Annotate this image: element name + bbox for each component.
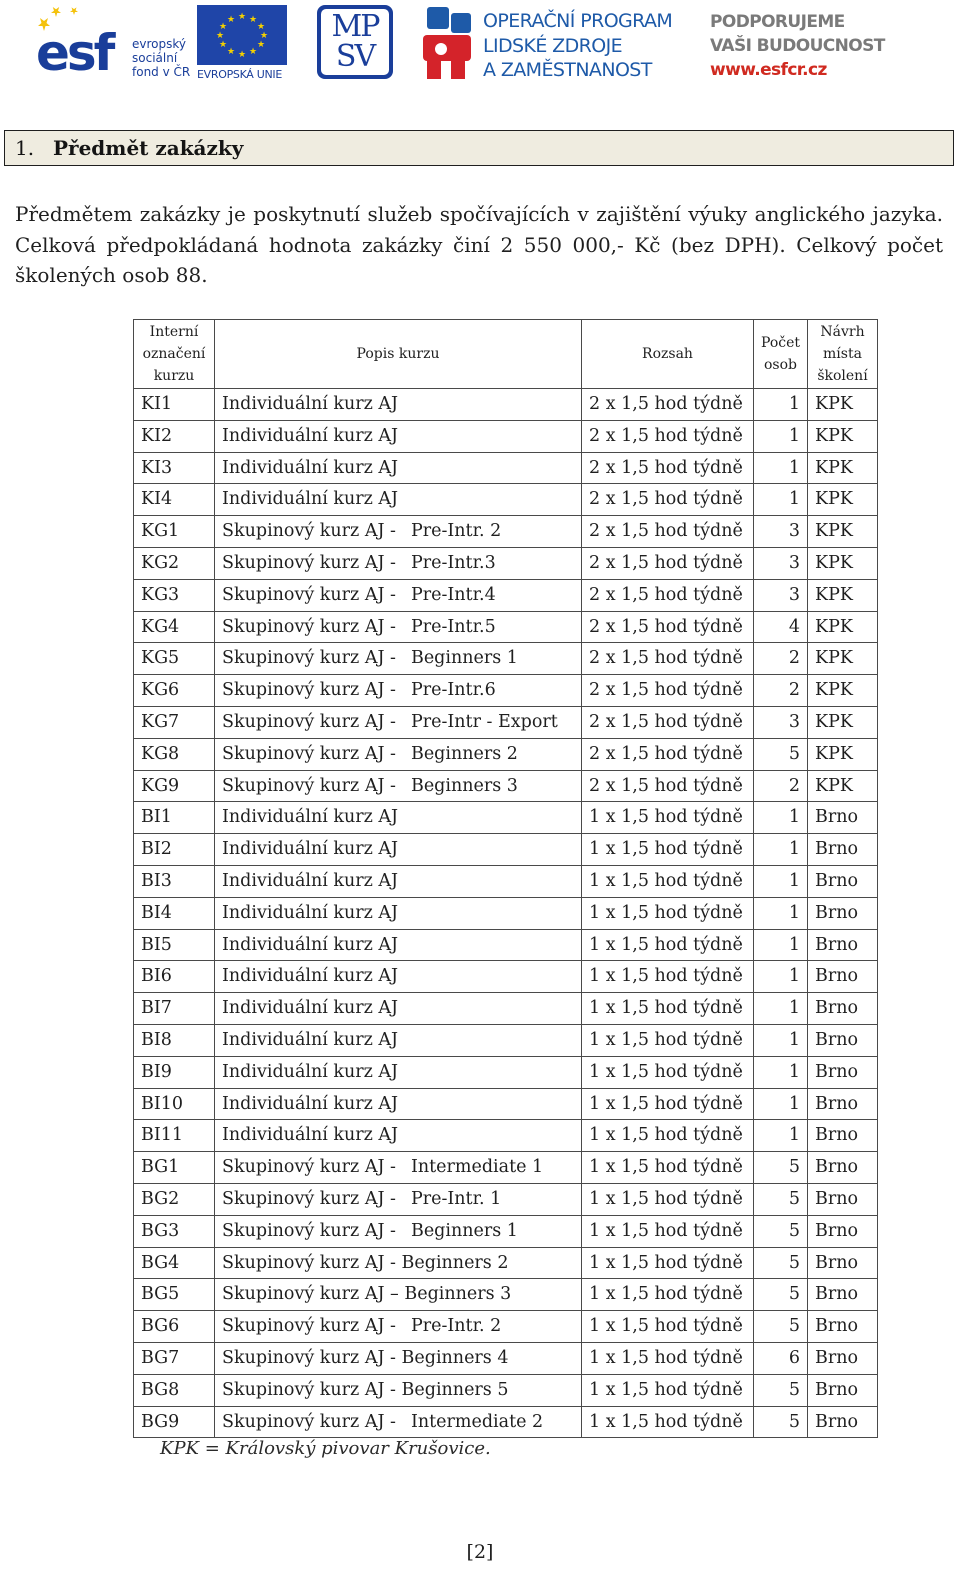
cell-count: 1	[754, 389, 808, 421]
cell-id: BI11	[134, 1120, 215, 1152]
cell-id: BI10	[134, 1088, 215, 1120]
cell-scope: 1 x 1,5 hod týdně	[582, 1311, 754, 1343]
cell-scope: 2 x 1,5 hod týdně	[582, 389, 754, 421]
cell-description	[215, 1311, 582, 1343]
course-type: Skupinový kurz AJ -	[222, 1188, 396, 1209]
svg-text:★: ★	[218, 40, 228, 50]
cell-description	[215, 1406, 582, 1438]
table-row	[134, 1406, 878, 1438]
cell-description	[215, 452, 582, 484]
header-scope: Rozsah	[582, 320, 754, 389]
cell-scope: 1 x 1,5 hod týdně	[582, 1120, 754, 1152]
header-place: Návrh místa školení	[808, 320, 878, 389]
svg-text:★: ★	[226, 47, 236, 57]
course-type: Skupinový kurz AJ -	[222, 680, 396, 701]
course-type: Individuální kurz AJ	[222, 1029, 399, 1050]
course-type: Individuální kurz AJ	[222, 457, 399, 478]
cell-description	[215, 1120, 582, 1152]
cell-count: 1	[754, 420, 808, 452]
cell-scope: 1 x 1,5 hod týdně	[582, 929, 754, 961]
table-row	[134, 929, 878, 961]
cell-place: Brno	[808, 1056, 878, 1088]
cell-id: BI4	[134, 897, 215, 929]
header-description: Popis kurzu	[215, 320, 582, 389]
course-type: Individuální kurz AJ	[222, 998, 399, 1019]
cell-description	[215, 802, 582, 834]
cell-scope: 2 x 1,5 hod týdně	[582, 675, 754, 707]
cell-place: Brno	[808, 1183, 878, 1215]
cell-description	[215, 516, 582, 548]
cell-scope: 2 x 1,5 hod týdně	[582, 611, 754, 643]
course-level: Pre-Intr. 1	[410, 1188, 502, 1209]
cell-place: Brno	[808, 1342, 878, 1374]
table-row	[134, 1342, 878, 1374]
svg-text:★: ★	[256, 22, 266, 32]
cell-scope: 2 x 1,5 hod týdně	[582, 484, 754, 516]
svg-text:★: ★	[259, 31, 269, 41]
cell-description	[215, 484, 582, 516]
cell-count: 3	[754, 516, 808, 548]
course-level: Pre-Intr.6	[410, 680, 496, 701]
cell-scope: 1 x 1,5 hod týdně	[582, 1056, 754, 1088]
cell-count: 5	[754, 1247, 808, 1279]
table-row	[134, 1152, 878, 1184]
course-type: Skupinový kurz AJ -	[222, 743, 396, 764]
esf-wordmark: esf	[36, 24, 113, 82]
cell-scope: 2 x 1,5 hod týdně	[582, 452, 754, 484]
table-row	[134, 1215, 878, 1247]
cell-place: Brno	[808, 1120, 878, 1152]
cell-id: BI5	[134, 929, 215, 961]
course-type: Skupinový kurz AJ -	[222, 648, 396, 669]
cell-count: 3	[754, 579, 808, 611]
cell-count: 1	[754, 834, 808, 866]
cell-count: 5	[754, 1183, 808, 1215]
cell-id: KG2	[134, 547, 215, 579]
course-type: Individuální kurz AJ	[222, 902, 399, 923]
cell-scope: 1 x 1,5 hod týdně	[582, 897, 754, 929]
table-row	[134, 961, 878, 993]
cell-description	[215, 1374, 582, 1406]
cell-id: KG4	[134, 611, 215, 643]
course-level: Beginners 1	[410, 648, 518, 669]
cell-id: BI9	[134, 1056, 215, 1088]
cell-count: 5	[754, 1152, 808, 1184]
cell-id: KG9	[134, 770, 215, 802]
table-row	[134, 420, 878, 452]
table-row	[134, 516, 878, 548]
esf-subtitle: evropský sociální fond v ČR	[132, 37, 191, 79]
svg-text:★: ★	[226, 15, 236, 25]
cell-scope: 1 x 1,5 hod týdně	[582, 1247, 754, 1279]
oplzz-figure-icon	[421, 5, 477, 81]
cell-description	[215, 770, 582, 802]
table-row	[134, 452, 878, 484]
cell-description	[215, 579, 582, 611]
course-type: Individuální kurz AJ	[222, 966, 399, 987]
course-level: Beginners 2	[410, 743, 518, 764]
course-type: Skupinový kurz AJ - Beginners 4	[222, 1347, 509, 1368]
cell-description	[215, 1152, 582, 1184]
cell-description	[215, 865, 582, 897]
cell-scope: 2 x 1,5 hod týdně	[582, 738, 754, 770]
cell-description	[215, 1024, 582, 1056]
eu-label: EVROPSKÁ UNIE	[197, 68, 283, 81]
cell-scope: 2 x 1,5 hod týdně	[582, 706, 754, 738]
cell-id: BG8	[134, 1374, 215, 1406]
header-count: Počet osob	[754, 320, 808, 389]
course-type: Skupinový kurz AJ - Beginners 5	[222, 1379, 509, 1400]
cell-id: BI8	[134, 1024, 215, 1056]
cell-description	[215, 611, 582, 643]
cell-id: KG5	[134, 643, 215, 675]
course-level: Beginners 3	[410, 775, 518, 796]
cell-place: KPK	[808, 706, 878, 738]
cell-count: 5	[754, 1215, 808, 1247]
table-row	[134, 484, 878, 516]
cell-place: KPK	[808, 611, 878, 643]
svg-text:★: ★	[218, 22, 228, 32]
cell-scope: 2 x 1,5 hod týdně	[582, 516, 754, 548]
course-type: Skupinový kurz AJ -	[222, 1157, 396, 1178]
course-level: Intermediate 2	[410, 1411, 544, 1432]
cell-scope: 2 x 1,5 hod týdně	[582, 547, 754, 579]
cell-count: 1	[754, 961, 808, 993]
course-level: Pre-Intr.4	[410, 584, 496, 605]
cell-id: KI4	[134, 484, 215, 516]
table-header-row	[134, 320, 878, 389]
table-row	[134, 1120, 878, 1152]
table-row	[134, 611, 878, 643]
cell-place: KPK	[808, 389, 878, 421]
svg-text:★: ★	[237, 12, 247, 22]
cell-id: BG4	[134, 1247, 215, 1279]
cell-scope: 1 x 1,5 hod týdně	[582, 834, 754, 866]
cell-place: Brno	[808, 802, 878, 834]
cell-description	[215, 834, 582, 866]
svg-text:★: ★	[237, 50, 247, 60]
cell-count: 1	[754, 993, 808, 1025]
table-row	[134, 1056, 878, 1088]
table-row	[134, 1247, 878, 1279]
course-type: Individuální kurz AJ	[222, 870, 399, 891]
svg-text:★: ★	[248, 15, 258, 25]
course-level: Pre-Intr. 2	[410, 1316, 502, 1337]
course-type: Skupinový kurz AJ -	[222, 775, 396, 796]
table-row	[134, 389, 878, 421]
course-level: Pre-Intr. 2	[410, 521, 502, 542]
cell-id: KG1	[134, 516, 215, 548]
cell-place: Brno	[808, 1152, 878, 1184]
course-type: Skupinový kurz AJ -	[222, 1220, 396, 1241]
course-type: Skupinový kurz AJ -	[222, 616, 396, 637]
cell-place: KPK	[808, 770, 878, 802]
header-id: Interní označení kurzu	[134, 320, 215, 389]
cell-id: BI6	[134, 961, 215, 993]
section-heading	[4, 130, 954, 166]
table-row	[134, 1311, 878, 1343]
intro-paragraph: Předmětem zakázky je poskytnutí služeb spočívajících v zajištění výuky anglického jazyka. Celková předpokládaná hodnota zakázky činí 2 550 000,- Kč (bez DPH). Celkový počet školených osob 88.	[15, 202, 943, 287]
cell-description	[215, 1279, 582, 1311]
course-type: Skupinový kurz AJ -	[222, 584, 396, 605]
cell-scope: 1 x 1,5 hod týdně	[582, 993, 754, 1025]
cell-description	[215, 547, 582, 579]
table-row	[134, 993, 878, 1025]
course-type: Individuální kurz AJ	[222, 807, 399, 828]
mpsv-logo	[317, 5, 393, 79]
cell-scope: 1 x 1,5 hod týdně	[582, 1183, 754, 1215]
course-type: Skupinový kurz AJ - Beginners 2	[222, 1252, 509, 1273]
course-type: Individuální kurz AJ	[222, 934, 399, 955]
cell-scope: 1 x 1,5 hod týdně	[582, 1279, 754, 1311]
svg-text:★: ★	[215, 31, 225, 41]
esfcr-url: www.esfcr.cz	[710, 60, 827, 80]
cell-place: Brno	[808, 1247, 878, 1279]
table-row	[134, 738, 878, 770]
cell-description	[215, 1088, 582, 1120]
cell-place: KPK	[808, 452, 878, 484]
svg-text:★: ★	[248, 47, 258, 57]
cell-place: Brno	[808, 993, 878, 1025]
mpsv-line2: SV	[335, 39, 375, 74]
cell-count: 3	[754, 706, 808, 738]
course-type: Skupinový kurz AJ – Beginners 3	[222, 1284, 512, 1305]
cell-count: 2	[754, 675, 808, 707]
cell-scope: 2 x 1,5 hod týdně	[582, 643, 754, 675]
cell-description	[215, 389, 582, 421]
cell-id: BG5	[134, 1279, 215, 1311]
cell-id: KI2	[134, 420, 215, 452]
oplzz-logo	[421, 5, 691, 83]
cell-description	[215, 993, 582, 1025]
cell-count: 1	[754, 865, 808, 897]
cell-count: 5	[754, 1406, 808, 1438]
section-number: 1.	[15, 136, 35, 160]
cell-count: 1	[754, 1088, 808, 1120]
cell-place: KPK	[808, 675, 878, 707]
cell-description	[215, 1247, 582, 1279]
course-type: Individuální kurz AJ	[222, 394, 399, 414]
course-type: Skupinový kurz AJ -	[222, 552, 396, 573]
cell-scope: 1 x 1,5 hod týdně	[582, 1406, 754, 1438]
cell-count: 5	[754, 738, 808, 770]
cell-place: Brno	[808, 929, 878, 961]
cell-id: BG2	[134, 1183, 215, 1215]
cell-description	[215, 897, 582, 929]
cell-id: BI7	[134, 993, 215, 1025]
table-row	[134, 834, 878, 866]
cell-place: Brno	[808, 834, 878, 866]
table-row	[134, 1279, 878, 1311]
podporujeme-logo: PODPORUJEME VAŠI BUDOUCNOST www.esfcr.cz	[710, 10, 910, 80]
table-row	[134, 865, 878, 897]
cell-place: Brno	[808, 1406, 878, 1438]
table-row	[134, 1088, 878, 1120]
cell-id: BI3	[134, 865, 215, 897]
cell-id: BG9	[134, 1406, 215, 1438]
cell-place: KPK	[808, 516, 878, 548]
cell-count: 1	[754, 1056, 808, 1088]
cell-place: Brno	[808, 865, 878, 897]
footnote: KPK = Královský pivovar Krušovice.	[160, 1438, 491, 1459]
cell-scope: 1 x 1,5 hod týdně	[582, 802, 754, 834]
cell-count: 4	[754, 611, 808, 643]
table-row	[134, 1374, 878, 1406]
cell-id: KG6	[134, 675, 215, 707]
course-type: Individuální kurz AJ	[222, 1125, 399, 1146]
cell-id: BI2	[134, 834, 215, 866]
table-row	[134, 675, 878, 707]
mpsv-line1: MP	[331, 9, 379, 44]
cell-description	[215, 420, 582, 452]
cell-id: KG3	[134, 579, 215, 611]
eu-logo	[197, 5, 289, 81]
cell-scope: 1 x 1,5 hod týdně	[582, 961, 754, 993]
cell-description	[215, 1342, 582, 1374]
table-row	[134, 770, 878, 802]
cell-description	[215, 738, 582, 770]
course-level: Intermediate 1	[410, 1157, 544, 1178]
cell-scope: 2 x 1,5 hod týdně	[582, 420, 754, 452]
cell-id: BG1	[134, 1152, 215, 1184]
eu-stars-icon	[197, 5, 287, 65]
table-row	[134, 1024, 878, 1056]
course-level: Beginners 1	[410, 1220, 518, 1241]
cell-place: KPK	[808, 547, 878, 579]
section-title: Předmět zakázky	[53, 136, 244, 160]
course-type: Skupinový kurz AJ -	[222, 1316, 396, 1337]
cell-id: BI1	[134, 802, 215, 834]
cell-place: KPK	[808, 643, 878, 675]
cell-place: Brno	[808, 1311, 878, 1343]
table-row	[134, 579, 878, 611]
course-type: Individuální kurz AJ	[222, 839, 399, 860]
oplzz-title: OPERAČNÍ PROGRAM LIDSKÉ ZDROJE A ZAMĚSTNANOST	[483, 10, 673, 81]
cell-scope: 1 x 1,5 hod týdně	[582, 1024, 754, 1056]
cell-description	[215, 1183, 582, 1215]
cell-count: 2	[754, 770, 808, 802]
cell-id: KI3	[134, 452, 215, 484]
cell-scope: 1 x 1,5 hod týdně	[582, 1088, 754, 1120]
cell-description	[215, 961, 582, 993]
cell-place: Brno	[808, 1024, 878, 1056]
cell-place: Brno	[808, 1215, 878, 1247]
cell-place: KPK	[808, 738, 878, 770]
esf-logo	[36, 5, 192, 81]
cell-place: KPK	[808, 484, 878, 516]
course-type: Individuální kurz AJ	[222, 1061, 399, 1082]
table-row	[134, 1183, 878, 1215]
cell-place: Brno	[808, 1279, 878, 1311]
cell-id: BG7	[134, 1342, 215, 1374]
cell-description	[215, 675, 582, 707]
cell-count: 5	[754, 1374, 808, 1406]
cell-place: Brno	[808, 1088, 878, 1120]
courses-table	[133, 319, 878, 1438]
table-row	[134, 802, 878, 834]
course-type: Skupinový kurz AJ -	[222, 711, 396, 732]
cell-place: Brno	[808, 897, 878, 929]
cell-scope: 1 x 1,5 hod týdně	[582, 1342, 754, 1374]
cell-id: BG3	[134, 1215, 215, 1247]
cell-description	[215, 929, 582, 961]
cell-place: KPK	[808, 579, 878, 611]
cell-count: 5	[754, 1311, 808, 1343]
course-level: Pre-Intr.5	[410, 616, 496, 637]
cell-scope: 1 x 1,5 hod týdně	[582, 1215, 754, 1247]
cell-count: 1	[754, 484, 808, 516]
cell-place: Brno	[808, 961, 878, 993]
course-type: Skupinový kurz AJ -	[222, 521, 396, 542]
table-row	[134, 897, 878, 929]
cell-place: Brno	[808, 1374, 878, 1406]
cell-place: KPK	[808, 420, 878, 452]
cell-scope: 1 x 1,5 hod týdně	[582, 865, 754, 897]
cell-count: 1	[754, 929, 808, 961]
cell-count: 1	[754, 897, 808, 929]
cell-id: KI1	[134, 389, 215, 421]
cell-scope: 2 x 1,5 hod týdně	[582, 579, 754, 611]
cell-count: 3	[754, 547, 808, 579]
cell-description	[215, 706, 582, 738]
cell-count: 1	[754, 452, 808, 484]
cell-description	[215, 643, 582, 675]
table-row	[134, 706, 878, 738]
eu-flag-icon	[197, 5, 287, 65]
cell-scope: 1 x 1,5 hod týdně	[582, 1152, 754, 1184]
cell-description	[215, 1056, 582, 1088]
logo-header	[0, 0, 960, 90]
course-level: Pre-Intr.3	[410, 552, 496, 573]
cell-count: 5	[754, 1279, 808, 1311]
cell-id: BG6	[134, 1311, 215, 1343]
table-row	[134, 643, 878, 675]
course-level: Pre-Intr - Export	[410, 711, 558, 732]
course-type: Individuální kurz AJ	[222, 489, 399, 510]
cell-count: 6	[754, 1342, 808, 1374]
cell-count: 1	[754, 802, 808, 834]
cell-count: 2	[754, 643, 808, 675]
cell-count: 1	[754, 1120, 808, 1152]
cell-scope: 1 x 1,5 hod týdně	[582, 1374, 754, 1406]
cell-scope: 2 x 1,5 hod týdně	[582, 770, 754, 802]
course-type: Individuální kurz AJ	[222, 425, 399, 446]
table-row	[134, 547, 878, 579]
cell-description	[215, 1215, 582, 1247]
svg-text:★: ★	[256, 40, 266, 50]
cell-id: KG7	[134, 706, 215, 738]
page-number: [2]	[466, 1541, 494, 1563]
course-type: Individuální kurz AJ	[222, 1093, 399, 1114]
cell-id: KG8	[134, 738, 215, 770]
cell-count: 1	[754, 1024, 808, 1056]
course-type: Skupinový kurz AJ -	[222, 1411, 396, 1432]
